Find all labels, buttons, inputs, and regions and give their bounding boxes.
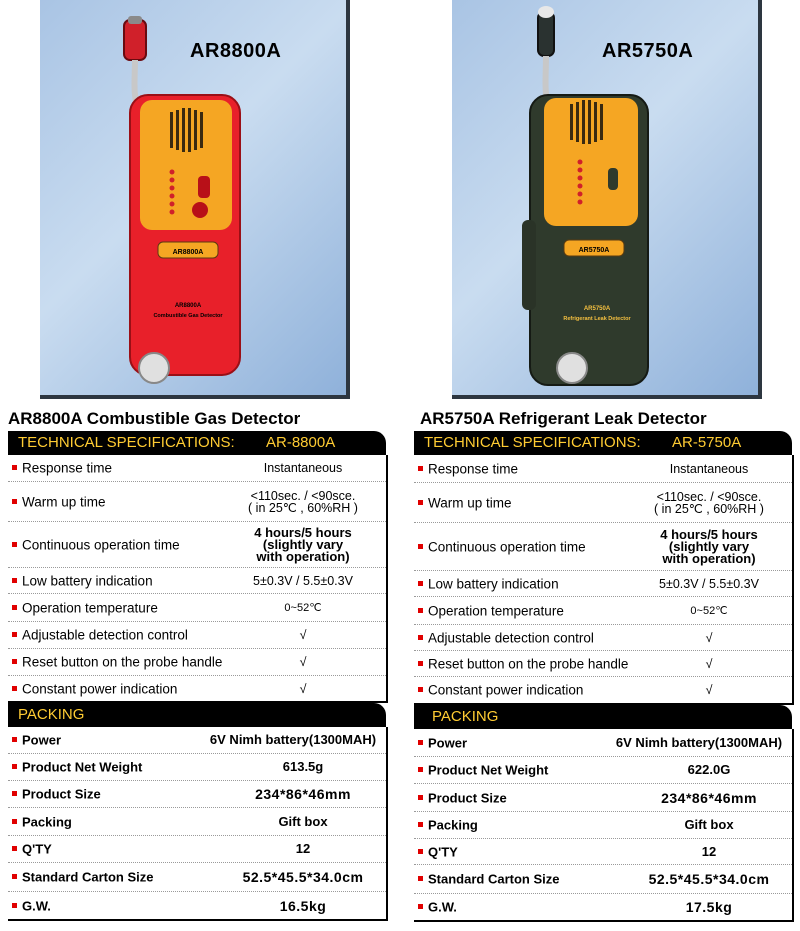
check-mark: √ xyxy=(705,656,713,671)
packing-value: 622.0G xyxy=(687,762,731,777)
spec-label: Response time xyxy=(428,461,519,476)
bullet-icon xyxy=(418,635,423,640)
packing-label: Q'TY xyxy=(428,844,458,859)
bullet-icon xyxy=(12,791,17,796)
spec-header-label: TECHNICAL SPECIFICATIONS: xyxy=(424,434,641,451)
spec-table xyxy=(414,455,794,705)
packing-label: G.W. xyxy=(428,899,457,915)
bullet-icon xyxy=(12,542,17,547)
spec-label: Continuous operation time xyxy=(22,537,180,552)
bullet-icon xyxy=(12,737,17,742)
packing-header-bar xyxy=(414,705,792,729)
spec-label: Warm up time xyxy=(22,494,106,509)
spec-label: Reset button on the probe handle xyxy=(22,654,223,670)
packing-label: Product Size xyxy=(428,790,507,805)
bullet-icon xyxy=(418,687,423,692)
packing-value: 613.5g xyxy=(282,759,324,774)
svg-text:Refrigerant Leak Detector: Refrigerant Leak Detector xyxy=(563,316,631,322)
svg-text:AR8800A: AR8800A xyxy=(174,303,202,309)
packing-value: Gift box xyxy=(684,817,734,832)
packing-label: Power xyxy=(22,732,62,748)
packing-value: 16.5kg xyxy=(279,897,327,914)
spec-header-model: AR-8800A xyxy=(266,434,336,451)
spec-value: <110sec. / <90sce. ( in 25℃ , 60%RH ) xyxy=(654,489,764,516)
bullet-icon xyxy=(418,876,423,881)
bullet-icon xyxy=(12,903,17,908)
product-title: AR8800A Combustible Gas Detector xyxy=(8,409,301,428)
model-label: AR5750A xyxy=(602,40,694,62)
bullet-icon xyxy=(12,632,17,637)
packing-row xyxy=(414,729,792,757)
spec-header-bar xyxy=(8,431,386,455)
packing-label: Standard Carton Size xyxy=(22,869,154,885)
bullet-icon xyxy=(12,819,17,824)
spec-label: Warm up time xyxy=(428,495,512,510)
svg-text:AR8800A: AR8800A xyxy=(172,249,204,256)
packing-value: Gift box xyxy=(278,813,328,829)
spec-label: Operation temperature xyxy=(22,600,158,615)
packing-label: Packing xyxy=(428,817,478,833)
bullet-icon xyxy=(12,499,17,504)
product-title: AR5750A Refrigerant Leak Detector xyxy=(420,409,707,428)
bullet-icon xyxy=(12,605,17,610)
spec-value: 0~52℃ xyxy=(690,604,728,617)
bullet-icon xyxy=(418,767,423,772)
packing-value: 234*86*46mm xyxy=(661,789,757,806)
packing-row xyxy=(414,812,792,839)
spec-value: 5±0.3V / 5.5±0.3V xyxy=(659,576,759,591)
bullet-icon xyxy=(12,764,17,769)
bullet-icon xyxy=(418,795,423,800)
packing-value: 17.5kg xyxy=(685,899,733,915)
packing-label: Packing xyxy=(22,814,72,829)
bullet-icon xyxy=(418,661,423,666)
packing-header-bar xyxy=(8,703,386,727)
packing-row xyxy=(8,727,386,754)
spec-value: <110sec. / <90sce. ( in 25℃ , 60%RH ) xyxy=(248,488,358,515)
svg-text:AR5750A: AR5750A xyxy=(583,306,611,312)
spec-value: Instantaneous xyxy=(669,461,749,476)
spec-label: Constant power indication xyxy=(22,681,178,696)
spec-header-label: TECHNICAL SPECIFICATIONS: xyxy=(18,434,235,451)
packing-row xyxy=(8,781,386,808)
spec-row xyxy=(8,568,386,594)
spec-table xyxy=(8,455,388,703)
spec-row xyxy=(8,455,386,482)
packing-row xyxy=(8,754,386,781)
packing-label: Product Net Weight xyxy=(428,762,549,778)
spec-label: Adjustable detection control xyxy=(22,627,188,643)
spec-header-model: AR-5750A xyxy=(672,434,742,451)
spec-value: 4 hours/5 hours (slightly vary with operation) xyxy=(660,526,758,566)
packing-table xyxy=(414,729,794,922)
check-mark: √ xyxy=(299,628,307,642)
spec-row xyxy=(414,483,792,523)
packing-row xyxy=(414,839,792,865)
bullet-icon xyxy=(418,500,423,505)
product-photo-ar8800a xyxy=(40,0,350,399)
spec-value: 4 hours/5 hours (slightly vary with operation) xyxy=(254,524,352,564)
spec-row xyxy=(414,455,792,483)
bullet-icon xyxy=(418,608,423,613)
spec-row xyxy=(414,571,792,597)
packing-row xyxy=(8,808,386,836)
spec-label: Low battery indication xyxy=(428,576,559,591)
spec-label: Low battery indication xyxy=(22,573,153,588)
bullet-icon xyxy=(418,740,423,745)
bullet-icon xyxy=(418,904,423,909)
packing-value: 12 xyxy=(701,843,717,859)
svg-text:Combustible Gas Detector: Combustible Gas Detector xyxy=(153,313,223,319)
bullet-icon xyxy=(12,686,17,691)
packing-label: Q'TY xyxy=(22,841,52,857)
spec-row xyxy=(8,482,386,522)
packing-header-label: PACKING xyxy=(18,706,85,723)
spec-value: Instantaneous xyxy=(263,461,343,475)
packing-row xyxy=(8,892,386,919)
packing-row xyxy=(414,784,792,812)
packing-label: G.W. xyxy=(22,898,51,913)
packing-value: 234*86*46mm xyxy=(255,786,351,802)
spec-row xyxy=(8,594,386,622)
svg-text:AR5750A: AR5750A xyxy=(578,247,610,254)
bullet-icon xyxy=(12,578,17,583)
spec-label: Reset button on the probe handle xyxy=(428,656,629,671)
packing-label: Product Size xyxy=(22,786,101,802)
bullet-icon xyxy=(418,544,423,549)
spec-row xyxy=(414,677,792,703)
model-label: AR8800A xyxy=(190,40,282,62)
spec-row xyxy=(414,597,792,625)
packing-value: 52.5*45.5*34.0cm xyxy=(242,869,364,885)
spec-row xyxy=(414,625,792,651)
spec-label: Adjustable detection control xyxy=(428,630,594,645)
spec-label: Constant power indication xyxy=(428,682,584,698)
spec-row xyxy=(8,676,386,701)
spec-label: Response time xyxy=(22,460,113,476)
bullet-icon xyxy=(418,849,423,854)
spec-row xyxy=(414,523,792,571)
check-mark: √ xyxy=(705,683,713,697)
spec-label: Operation temperature xyxy=(428,603,564,618)
spec-value: 0~52℃ xyxy=(284,601,322,614)
spec-row xyxy=(8,622,386,649)
spec-label: Continuous operation time xyxy=(428,539,586,554)
packing-label: Power xyxy=(428,735,468,750)
check-mark: √ xyxy=(705,630,713,645)
bullet-icon xyxy=(12,874,17,879)
packing-row xyxy=(8,863,386,892)
packing-label: Product Net Weight xyxy=(22,759,143,775)
bullet-icon xyxy=(12,465,17,470)
packing-header-label: PACKING xyxy=(432,708,499,725)
spec-row xyxy=(414,651,792,677)
check-mark: √ xyxy=(299,655,307,669)
bullet-icon xyxy=(418,822,423,827)
packing-table xyxy=(8,727,388,921)
check-mark: √ xyxy=(299,681,307,696)
packing-label: Standard Carton Size xyxy=(428,871,560,887)
packing-row xyxy=(414,757,792,784)
product-photo-ar5750a xyxy=(452,0,762,399)
packing-value: 52.5*45.5*34.0cm xyxy=(648,871,770,887)
spec-header-bar xyxy=(414,431,792,455)
bullet-icon xyxy=(12,846,17,851)
spec-row xyxy=(8,649,386,676)
bullet-icon xyxy=(418,581,423,586)
spec-row xyxy=(8,522,386,568)
packing-value: 12 xyxy=(295,841,311,856)
bullet-icon xyxy=(12,659,17,664)
packing-value: 6V Nimh battery(1300MAH) xyxy=(209,732,377,747)
packing-row xyxy=(414,894,792,920)
bullet-icon xyxy=(418,466,423,471)
packing-row xyxy=(414,865,792,894)
spec-value: 5±0.3V / 5.5±0.3V xyxy=(253,573,353,588)
packing-value: 6V Nimh battery(1300MAH) xyxy=(615,734,783,750)
packing-row xyxy=(8,836,386,863)
